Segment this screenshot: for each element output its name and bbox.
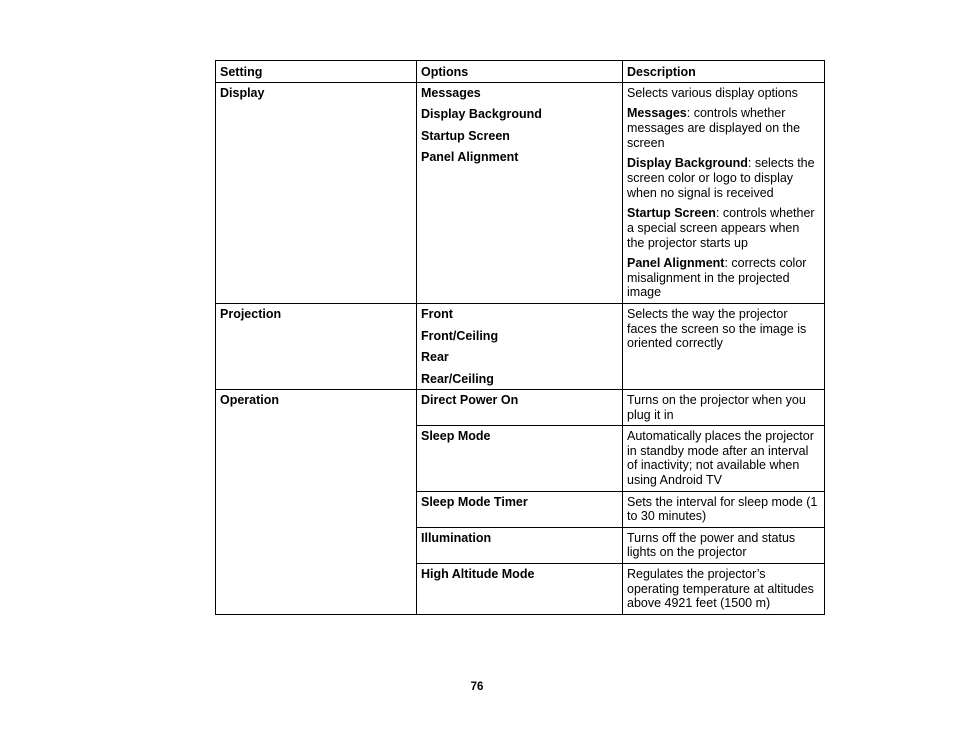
- text-panel-alignment: : corrects color misalignment in the projected image: [627, 256, 807, 300]
- table-row-projection: [216, 304, 825, 390]
- description-illumination: Turns off the power and status lights on the projector: [623, 527, 825, 563]
- description-display-intro: Selects various display options: [627, 85, 798, 100]
- option-messages: Messages: [421, 85, 481, 100]
- setting-display: Display: [216, 82, 417, 303]
- option-sleep-mode-timer-label: Sleep Mode Timer: [421, 494, 528, 509]
- option-display-background: Display Background: [421, 107, 542, 122]
- description-panel-alignment: [627, 256, 820, 300]
- setting-projection: Projection: [216, 304, 417, 390]
- description-display-background: [627, 156, 820, 200]
- option-direct-power-on-label: Direct Power On: [421, 393, 519, 408]
- description-display: [623, 82, 825, 303]
- settings-table: [215, 60, 825, 615]
- option-front-ceiling: Front/Ceiling: [421, 328, 499, 343]
- option-high-altitude-mode: [417, 564, 623, 615]
- option-sleep-mode: [417, 426, 623, 491]
- header-description: Description: [623, 61, 825, 83]
- option-startup-screen: Startup Screen: [421, 128, 510, 143]
- setting-operation: Operation: [216, 390, 417, 615]
- text-startup-screen: : controls whether a special screen appears when the projector starts up: [627, 206, 815, 250]
- description-sleep-mode: Automatically places the projector in standby mode after an interval of inactivity; not available when using Android TV: [623, 426, 825, 491]
- description-messages: [627, 106, 820, 150]
- option-direct-power-on: [417, 390, 623, 426]
- option-illumination: [417, 527, 623, 563]
- header-options: Options: [417, 61, 623, 83]
- option-panel-alignment: Panel Alignment: [421, 150, 519, 165]
- option-sleep-mode-timer: [417, 491, 623, 527]
- options-display: [417, 82, 623, 303]
- description-high-altitude-mode: Regulates the projector’s operating temperature at altitudes above 4921 feet (1500 m): [623, 564, 825, 615]
- option-high-altitude-mode-label: High Altitude Mode: [421, 567, 535, 582]
- option-illumination-label: Illumination: [421, 530, 492, 545]
- term-display-background: Display Background: [627, 156, 748, 171]
- description-startup-screen: [627, 206, 820, 250]
- description-projection: Selects the way the projector faces the screen so the image is oriented correctly: [623, 304, 825, 390]
- term-startup-screen: Startup Screen: [627, 206, 716, 221]
- text-messages: : controls whether messages are displayed on the screen: [627, 106, 801, 150]
- page-number: 76: [470, 681, 484, 693]
- table-row-display: [216, 82, 825, 303]
- option-rear: Rear: [421, 350, 449, 365]
- table-header-row: [216, 61, 825, 83]
- table-row-operation: [216, 390, 825, 426]
- text-display-background: : selects the screen color or logo to display when no signal is received: [627, 156, 815, 200]
- option-front: Front: [421, 307, 453, 322]
- option-rear-ceiling: Rear/Ceiling: [421, 371, 494, 386]
- options-projection: [417, 304, 623, 390]
- option-sleep-mode-label: Sleep Mode: [421, 429, 491, 444]
- description-direct-power-on: Turns on the projector when you plug it in: [623, 390, 825, 426]
- term-panel-alignment: Panel Alignment: [627, 256, 725, 271]
- header-setting: Setting: [216, 61, 417, 83]
- term-messages: Messages: [627, 106, 687, 121]
- description-sleep-mode-timer: Sets the interval for sleep mode (1 to 30 minutes): [623, 491, 825, 527]
